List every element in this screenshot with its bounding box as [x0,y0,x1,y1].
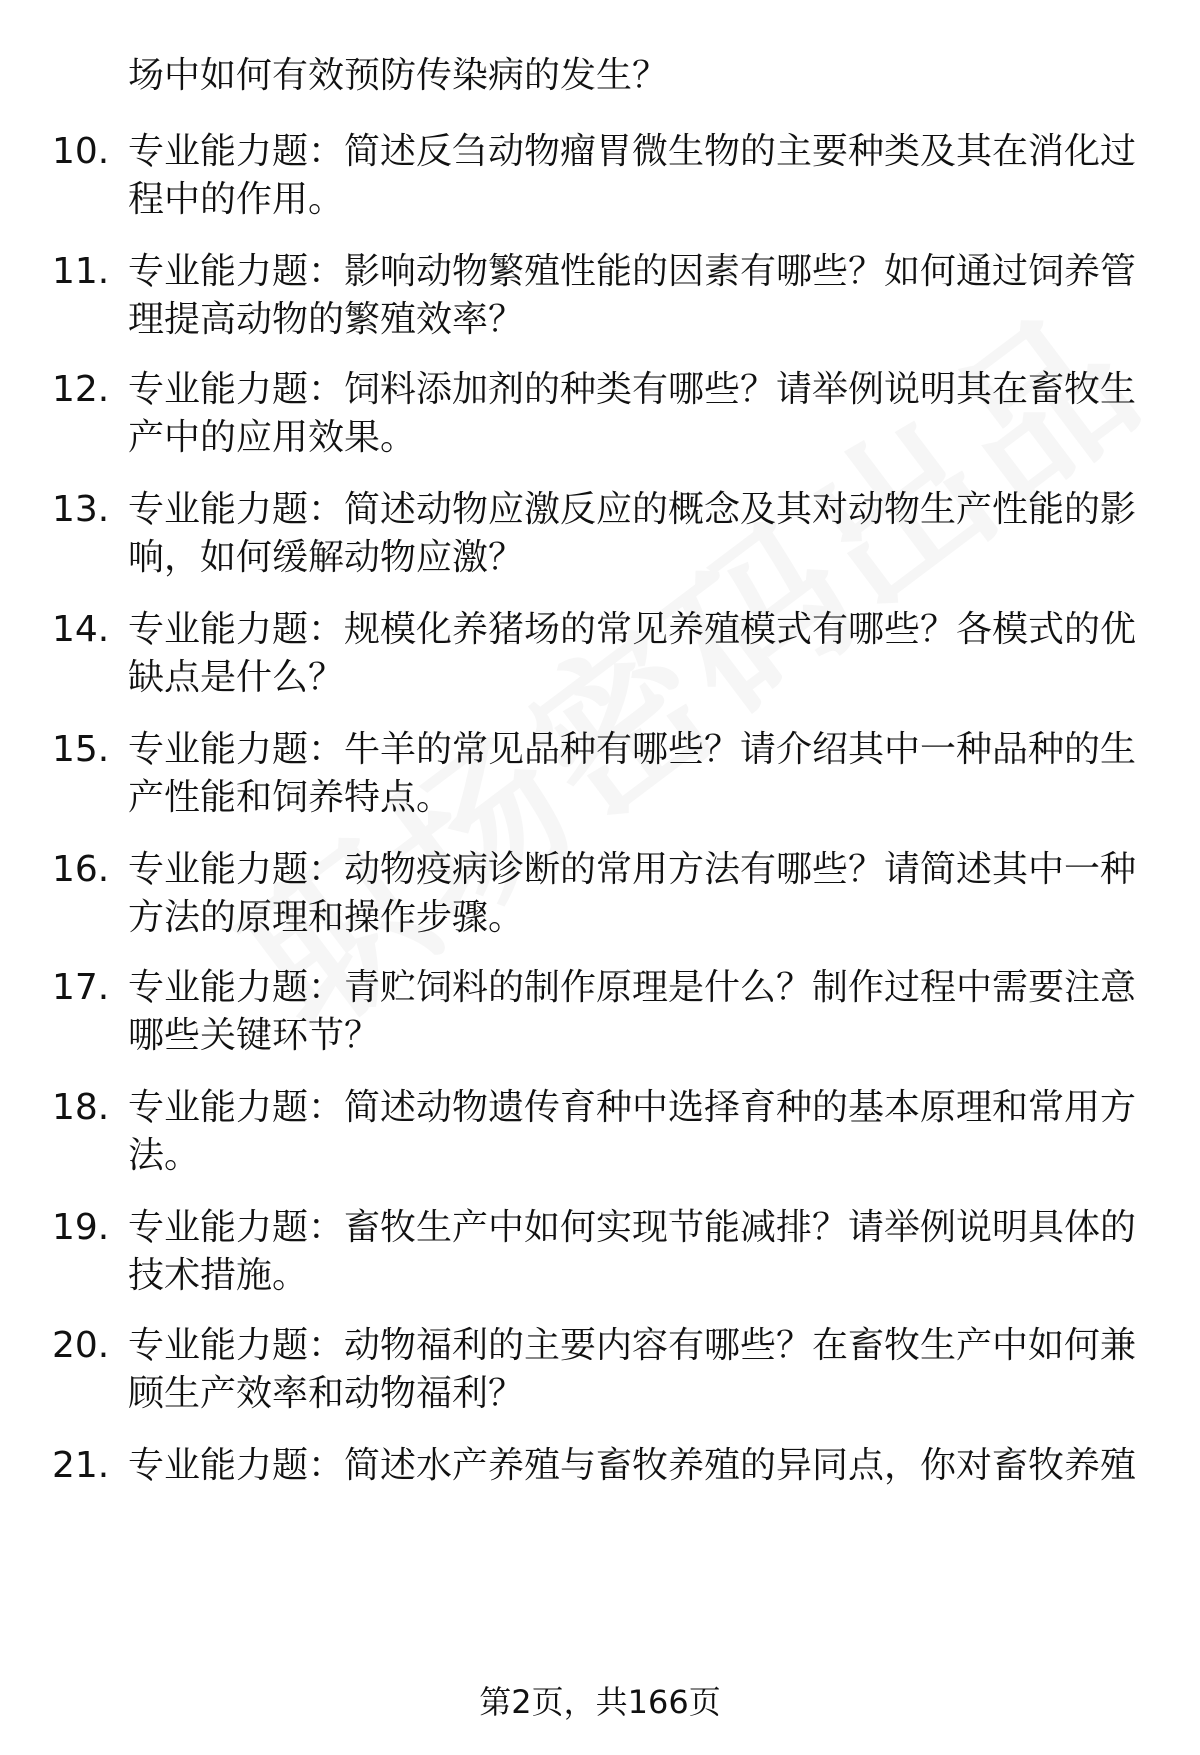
question-number: 18. [52,1087,110,1128]
question-text-line1: 专业能力题：畜牧生产中如何实现节能减排？请举例说明具体的 [128,1207,1137,1248]
question-text-line1: 专业能力题：牛羊的常见品种有哪些？请介绍其中一种品种的生 [128,729,1137,770]
question-text-line1: 专业能力题：青贮饲料的制作原理是什么？制作过程中需要注意 [128,967,1137,1008]
question-text-line1: 专业能力题：简述反刍动物瘤胃微生物的主要种类及其在消化过 [128,131,1137,172]
question-number: 17. [52,967,110,1008]
question-text-line2: 产中的应用效果。 [128,417,417,458]
question-text-line1: 专业能力题：简述动物遗传育种中选择育种的基本原理和常用方 [128,1087,1137,1128]
question-text-line2: 缺点是什么？ [128,657,345,698]
question-number: 19. [52,1207,110,1248]
page-footer: 第2页，共166页 [479,1683,721,1721]
question-text-line2: 顾生产效率和动物福利？ [128,1373,525,1414]
question-text-line1: 专业能力题：动物福利的主要内容有哪些？在畜牧生产中如何兼 [128,1325,1137,1366]
question-text-line2: 技术措施。 [128,1255,309,1296]
question-text-line1: 专业能力题：简述动物应激反应的概念及其对动物生产性能的影 [128,489,1137,530]
question-number: 20. [52,1325,110,1366]
question-text-line2: 响，如何缓解动物应激？ [128,537,525,578]
question-text-line1: 专业能力题：简述水产养殖与畜牧养殖的异同点，你对畜牧养殖 [128,1445,1137,1486]
question-text-line1: 专业能力题：影响动物繁殖性能的因素有哪些？如何通过饲养管 [128,251,1137,292]
question-number: 21. [52,1445,110,1486]
question-number: 10. [52,131,110,172]
question-text-line1: 专业能力题：规模化养猪场的常见养殖模式有哪些？各模式的优 [128,609,1137,650]
question-number: 15. [52,729,110,770]
question-text-line2: 理提高动物的繁殖效率？ [128,299,525,340]
question-text-line2: 哪些关键环节？ [128,1015,381,1056]
question-text-line1: 专业能力题：饲料添加剂的种类有哪些？请举例说明其在畜牧生 [128,369,1137,410]
question-text-line2: 程中的作用。 [128,179,345,220]
question-text-line2: 法。 [128,1135,201,1176]
question-text-line2: 方法的原理和操作步骤。 [128,897,525,938]
question-text-line2: 产性能和饲养特点。 [128,777,453,818]
question-number: 11. [52,251,110,292]
question-number: 16. [52,849,110,890]
question-number: 14. [52,609,110,650]
question-number: 12. [52,369,110,410]
question-text-line1: 专业能力题：动物疫病诊断的常用方法有哪些？请简述其中一种 [128,849,1137,890]
question-number: 13. [52,489,110,530]
continued-question-line: 场中如何有效预防传染病的发生？ [128,55,669,96]
